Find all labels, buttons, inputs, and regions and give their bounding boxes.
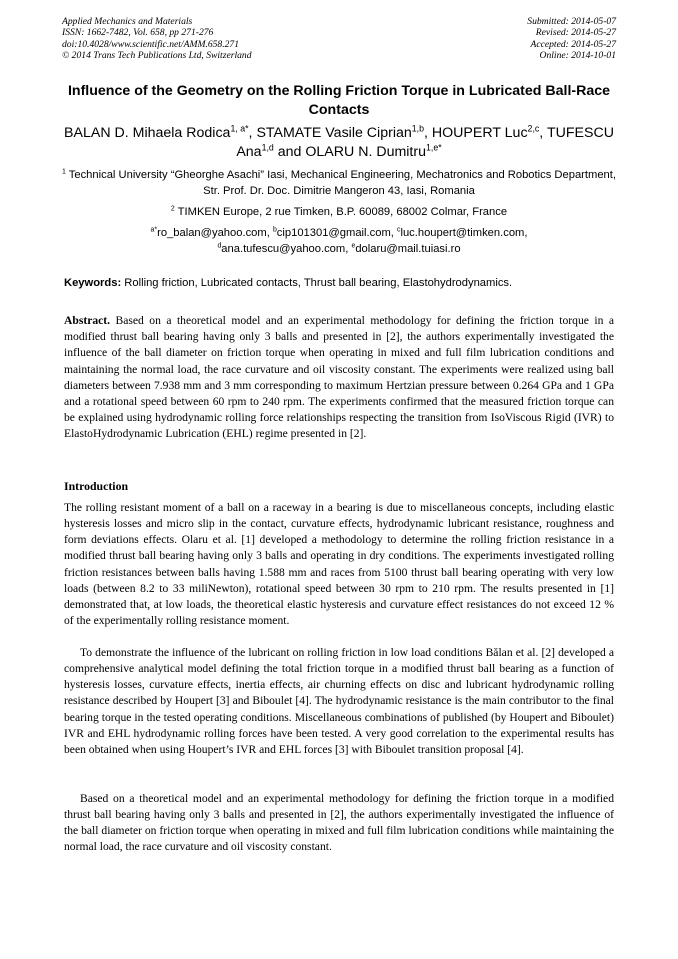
author-name: BALAN D. Mihaela Rodica xyxy=(64,125,231,141)
email-mark: e xyxy=(351,242,356,250)
email-link[interactable]: cip101301@gmail.com, xyxy=(276,227,397,239)
affiliation-text: TIMKEN Europe, 2 rue Timken, B.P. 60089, 68002 Colmar, France xyxy=(174,206,508,218)
journal-name: Applied Mechanics and Materials xyxy=(62,16,193,27)
keywords xyxy=(64,275,616,291)
author-separator: , xyxy=(423,125,432,141)
author-affiliation-mark: 2,c xyxy=(527,123,540,134)
journal-header xyxy=(62,16,252,62)
section-heading-introduction: Introduction xyxy=(64,479,129,493)
intro-paragraph-1: The rolling resistant moment of a ball on a raceway in a bearing is due to miscellaneous concepts, including elastic hysteresis losses and micro slip in the contact, curvature effects, hydrodynamic lubricant resistance, roughness and form deviations effects. Olaru et al. [1] developed a methodology to determine the rolling friction resistance in a modified thrust ball bearing having only 3 balls and operating in dry conditions. The experiments investigated rolling friction resistances between balls having 1.588 mm and races from 5100 thrust ball bearing operating with very low loads (between 8.2 to 33 miliNewton), rotational speed between 30 rpm to 210 rpm. The results presented in [1] demonstrated that, at low loads, the theoretical elastic hysteresis and curvature effect resistances do not exceed 12 % of the experimentally rolling resistance moment. xyxy=(64,501,614,628)
abstract-text: Based on a theoretical model and an experimental methodology for defining the friction torque in a modified thrust ball bearing having only 3 balls and presented in [2], the authors experimentally investigated the influence of the ball diameter on friction torque when operating in mixed and full film lubrication conditions and maintaining the normal load, the race curvature and oil viscosity constant. The experiments were realized using ball diameters between 7.938 mm and 3 mm corresponding to maximum Hertzian pressure between 0.264 GPa and 1 GPa and a rotational speed between 60 rpm to 240 rpm. The experiments confirmed that the measured friction torque can be explained using hydrodynamic rolling force relationships respecting the transition from IsoViscous Rigid (IVR) to ElastoHydrodynamic Lubrication (EHL) regime presented in [2]. xyxy=(64,314,614,441)
journal-copyright: © 2014 Trans Tech Publications Ltd, Switzerland xyxy=(62,50,252,62)
author-affiliation-mark: 1, a* xyxy=(230,123,249,134)
keywords-text: Rolling friction, Lubricated contacts, Thrust ball bearing, Elastohydrodynamics. xyxy=(121,277,513,289)
dates-header xyxy=(527,16,616,62)
author-affiliation-mark: 1,e* xyxy=(426,142,442,153)
author-affiliation-mark: 1,d xyxy=(261,142,274,153)
affiliation-mark: 2 xyxy=(170,205,175,213)
abstract xyxy=(64,313,614,443)
email-link[interactable]: ana.tufescu@yahoo.com, xyxy=(221,243,352,255)
affiliation-2 xyxy=(60,204,618,220)
abstract-label: Abstract. xyxy=(64,314,111,327)
author-name: STAMATE Vasile Ciprian xyxy=(256,125,412,141)
intro-paragraph-3: Based on a theoretical model and an experimental methodology for defining the friction torque in a modified thrust ball bearing having only 3 balls and presented in [2], the authors experimentally investigated the influence of the ball diameter on friction torque when operating in mixed and full film lubrication conditions while maintaining the normal load, the race curvature and oil viscosity constant. xyxy=(64,792,614,854)
affiliation-mark: 1 xyxy=(62,168,66,176)
email-link[interactable]: luc.houpert@timken.com, xyxy=(400,227,528,239)
author-emails xyxy=(60,225,618,257)
paper-title: Influence of the Geometry on the Rolling Friction Torque in Lubricated Ball-Race Contacts xyxy=(67,83,611,118)
date-revised: Revised: 2014-05-27 xyxy=(535,27,616,39)
affiliation-text: Technical University “Gheorghe Asachi” Iasi, Mechanical Engineering, Mechatronics and Robotics Department, Str. Prof. Dr. Doc. Dimitrie Mangeron 43, Iasi, Romania xyxy=(65,169,616,197)
author-list xyxy=(52,124,626,162)
keywords-label: Keywords: xyxy=(64,277,122,289)
email-mark: c xyxy=(396,226,401,234)
journal-issn: ISSN: 1662-7482, Vol. 658, pp 271-276 xyxy=(62,27,214,39)
date-online: Online: 2014-10-01 xyxy=(539,50,616,62)
author-separator: and xyxy=(273,144,306,160)
author-name: OLARU N. Dumitru xyxy=(305,144,426,160)
email-link[interactable]: dolaru@mail.tuiasi.ro xyxy=(355,243,461,255)
affiliation-1 xyxy=(60,167,618,199)
date-submitted: Submitted: 2014-05-07 xyxy=(527,16,616,27)
email-link[interactable]: ro_balan@yahoo.com, xyxy=(157,227,273,239)
email-mark: d xyxy=(217,242,222,250)
email-mark: b xyxy=(272,226,277,234)
intro-paragraph-2: To demonstrate the influence of the lubricant on rolling friction in low load conditions Bălan et al. [2] developed a comprehensive analytical model defining the total friction torque in a modified thrust ball bearing as a function of hysteresis losses, curvature effects, inertia effects, air churning effects on disc and lubricant hydrodynamic rolling resistance described by Houpert [3] and Biboulet [4]. The hydrodynamic resistance is the main contributor to the final bearing torque in the tested operating conditions. Miscellaneous combinations of published (by Houpert and Biboulet) IVR and EHL hydrodynamic rolling forces have been tested. A very good correlation to the experimental results has been obtained when using Houpert’s IVR and EHL forces [3] with Biboulet transition proposal [4]. xyxy=(64,646,614,756)
email-mark: a* xyxy=(150,226,158,234)
date-accepted: Accepted: 2014-05-27 xyxy=(530,38,616,50)
author-separator: , xyxy=(539,125,547,141)
author-affiliation-mark: 1,b xyxy=(411,123,424,134)
author-name: HOUPERT Luc xyxy=(431,125,528,141)
journal-doi: doi:10.4028/www.scientific.net/AMM.658.271 xyxy=(62,38,240,50)
author-separator: , xyxy=(248,125,257,141)
author-name: TUFESCU Ana xyxy=(236,125,614,160)
